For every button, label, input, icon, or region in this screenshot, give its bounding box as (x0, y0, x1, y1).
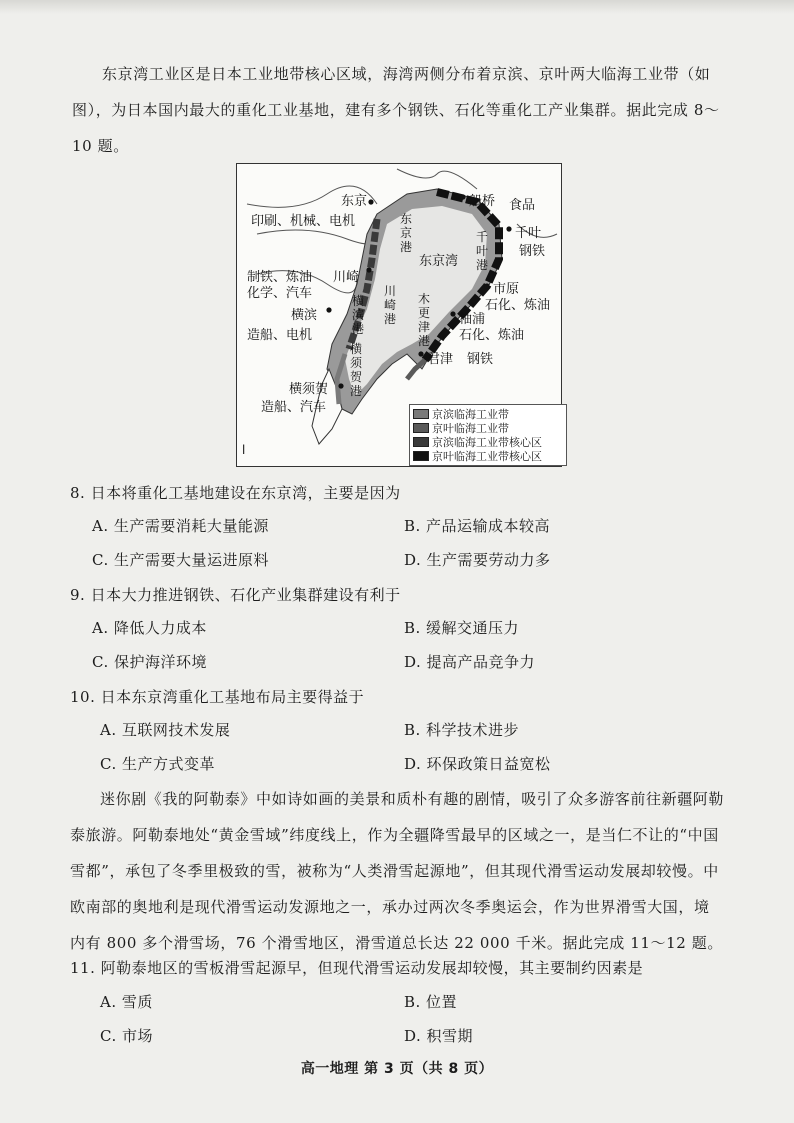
label-yokohama: 横滨 (291, 308, 318, 323)
passage-aletai-text: 迷你剧《我的阿勒泰》中如诗如画的美景和质朴有趣的剧情，吸引了众多游客前往新疆阿勒泰旅游。阿勒泰地处“黄金雪域”纬度线上，作为全疆降雪最早的区域之一，是当仁不让的“中国雪都”，承包了冬季里极致的雪，被称为“人类滑雪起源地”，但其现代滑雪运动发展却较慢。中欧南部的奥地利是现代滑雪运动发源地之一，承办过两次冬季奥运会，作为世界滑雪大国，境内有 800 多个滑雪场，76 个滑雪地区，滑雪道总长达 22 000 千米。据此完成 11～12 题。 (70, 790, 725, 952)
question-8-option-c[interactable]: C. 生产需要大量运进原料 (92, 551, 269, 569)
question-8-option-a[interactable]: A. 生产需要消耗大量能源 (92, 517, 269, 535)
label-kawasaki-industry-2: 化学、汽车 (247, 286, 313, 301)
legend-item (413, 435, 563, 449)
label-funabashi-industry: 食品 (509, 198, 536, 213)
label-kawasaki: 川崎 (333, 270, 360, 285)
passage-aletai (70, 781, 724, 961)
question-11-stem: 11. 阿勒泰地区的雪板滑雪起源早，但现代滑雪运动发展却较慢，其主要制约因素是 (70, 959, 644, 977)
legend-swatch (413, 437, 429, 447)
question-11-option-a[interactable]: A. 雪质 (100, 993, 153, 1011)
label-kawasaki-port: 川崎港 (383, 284, 396, 326)
label-tokyo-port: 东京港 (399, 212, 412, 254)
question-9-stem: 9. 日本大力推进钢铁、石化产业集群建设有利于 (70, 586, 401, 604)
legend-swatch (413, 409, 429, 419)
label-tokyo-bay: 东京湾 (419, 254, 459, 269)
legend-item (413, 407, 563, 421)
legend-swatch (413, 451, 429, 461)
question-11-option-d[interactable]: D. 积雪期 (404, 1027, 474, 1045)
label-ichihara-industry: 石化、炼油 (485, 298, 551, 313)
question-9-option-d[interactable]: D. 提高产品竞争力 (404, 653, 536, 671)
intro-passage (72, 56, 722, 164)
legend-label: 京叶临海工业带 (432, 422, 509, 435)
label-tokyo-industry: 印刷、机械、电机 (251, 214, 356, 229)
legend-item (413, 421, 563, 435)
label-yokosuka-industry: 造船、汽车 (261, 400, 327, 415)
label-yokohama-industry: 造船、电机 (247, 328, 313, 343)
legend-label: 京滨临海工业带核心区 (432, 436, 542, 449)
question-10-option-a[interactable]: A. 互联网技术发展 (100, 721, 231, 739)
question-8-option-b[interactable]: B. 产品运输成本较高 (404, 517, 551, 535)
question-9-option-c[interactable]: C. 保护海洋环境 (92, 653, 207, 671)
question-9-option-a[interactable]: A. 降低人力成本 (92, 619, 207, 637)
label-yokosuka-port: 横须贺港 (349, 342, 362, 398)
label-ichihara: 市原 (493, 282, 520, 297)
label-funabashi: 船桥 (469, 194, 496, 209)
question-10-option-c[interactable]: C. 生产方式变革 (100, 755, 215, 773)
question-11-option-c[interactable]: C. 市场 (100, 1027, 153, 1045)
tokyo-bay-map (236, 163, 562, 467)
label-chiba-industry: 钢铁 (519, 244, 546, 259)
scan-top-edge (0, 0, 794, 14)
label-kimitsu: 君津 (427, 352, 454, 367)
label-sodegaura-industry: 石化、炼油 (459, 328, 525, 343)
page-footer: 高一地理 第 3 页（共 8 页） (300, 1061, 494, 1077)
legend-label: 京叶临海工业带核心区 (432, 450, 542, 463)
legend-label: 京滨临海工业带 (432, 408, 509, 421)
label-yokosuka: 横须贺 (289, 382, 329, 397)
label-yokohama-port: 横滨港 (351, 294, 364, 336)
label-chiba: 千叶 (515, 226, 542, 241)
svg-text:l: l (242, 443, 246, 457)
question-8-option-d[interactable]: D. 生产需要劳动力多 (404, 551, 551, 569)
question-10-stem: 10. 日本东京湾重化工基地布局主要得益于 (70, 688, 365, 706)
question-11-option-b[interactable]: B. 位置 (404, 993, 458, 1011)
question-10-option-d[interactable]: D. 环保政策日益宽松 (404, 755, 551, 773)
map-legend (409, 404, 567, 466)
label-sodegaura: 袖浦 (459, 312, 486, 327)
question-8-stem: 8. 日本将重化工基地建设在东京湾，主要是因为 (70, 484, 401, 502)
label-kisarazu-port: 木更津港 (417, 292, 430, 348)
label-chiba-port: 千叶港 (475, 230, 488, 272)
intro-passage-text: 东京湾工业区是日本工业地带核心区域，海湾两侧分布着京滨、京叶两大临海工业带（如图），为日本国内最大的重化工业基地，建有多个钢铁、石化等重化工产业集群。据此完成 8～10 题。 (72, 65, 720, 155)
legend-swatch (413, 423, 429, 433)
question-10-option-b[interactable]: B. 科学技术进步 (404, 721, 520, 739)
label-kawasaki-industry-1: 制铁、炼油 (247, 270, 313, 285)
legend-item (413, 449, 563, 463)
label-kimitsu-industry: 钢铁 (467, 352, 494, 367)
label-tokyo: 东京 (341, 194, 368, 209)
question-9-option-b[interactable]: B. 缓解交通压力 (404, 619, 520, 637)
